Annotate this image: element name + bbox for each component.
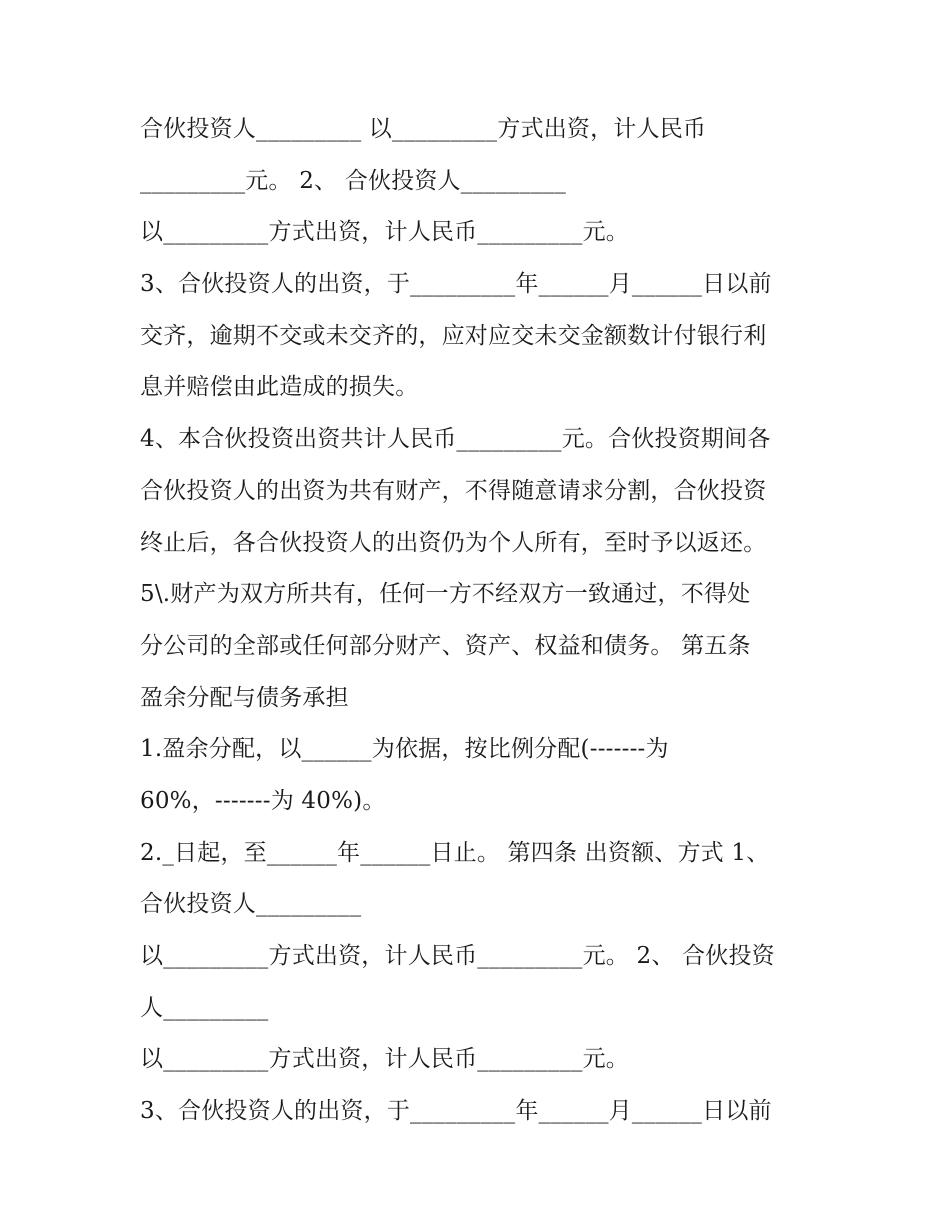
body-line: 3、合伙投资人的出资，于_________年______月______日以前 [140,1098,772,1125]
body-line: 5\.财产为双方所共有，任何一方不经双方一致通过，不得处 [140,581,751,608]
body-line: 交齐，逾期不交或未交齐的，应对应交未交金额数计付银行利 [140,322,767,349]
body-line: 人_________ [140,994,269,1021]
document-body [140,104,830,1138]
body-line: 2._日起，至______年______日止。 第四条 出资额、方式 1、 [140,839,770,866]
body-line: 合伙投资人_________ [140,891,362,918]
body-line: 分公司的全部或任何部分财产、资产、权益和债务。 第五条 [140,632,751,659]
body-line: 60%，-------为 40%)。 [140,787,386,814]
body-line: 以_________方式出资，计人民币_________元。 2、 合伙投资 [140,943,775,969]
body-line: _________元。 2、 合伙投资人_________ [140,167,567,194]
body-line: 以_________方式出资，计人民币_________元。 [140,219,629,246]
body-line: 合伙投资人_________ 以_________方式出资，计人民币 [140,116,707,142]
body-line: 以_________方式出资，计人民币_________元。 [140,1046,629,1073]
body-line: 息并赔偿由此造成的损失。 [140,374,419,401]
body-line: 终止后，各合伙投资人的出资仍为个人所有，至时予以返还。 [140,529,767,556]
section-heading: 盈余分配与债务承担 [140,684,349,711]
body-line: 合伙投资人的出资为共有财产，不得随意请求分割，合伙投资 [140,477,767,504]
body-line: 3、合伙投资人的出资，于_________年______月______日以前 [140,271,772,298]
body-line: 1.盈余分配，以______为依据，按比例分配(-------为 [140,736,669,763]
body-line: 4、本合伙投资出资共计人民币_________元。合伙投资期间各 [140,426,771,453]
